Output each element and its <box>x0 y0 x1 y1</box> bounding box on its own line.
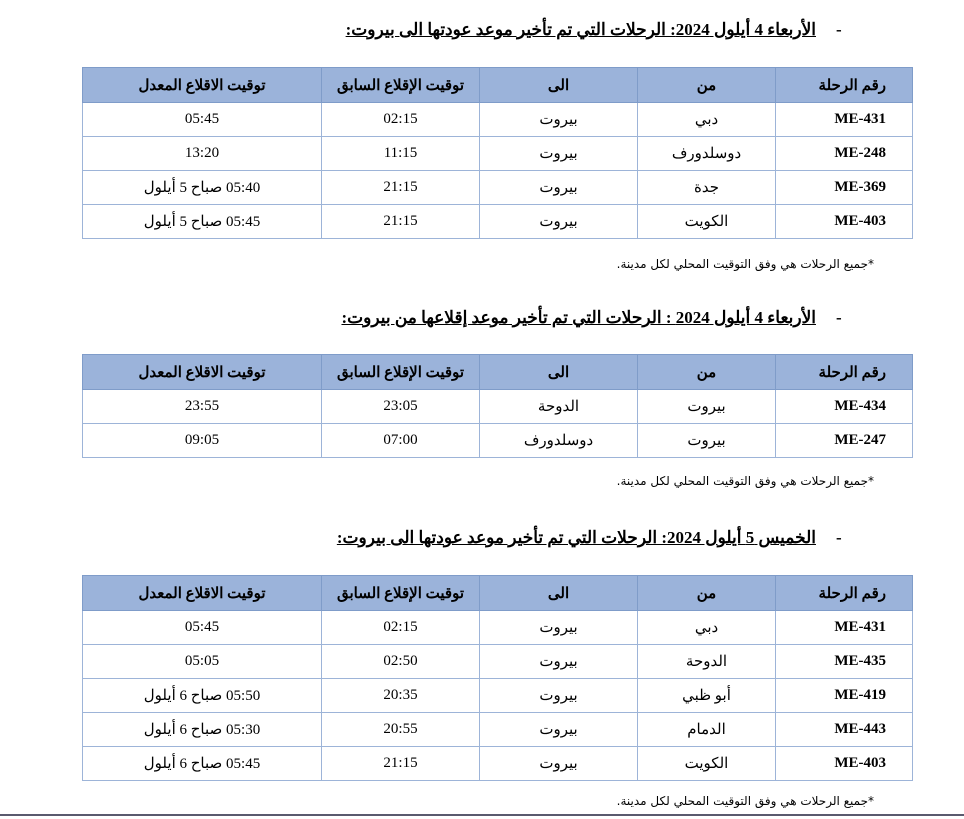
origin: الكويت <box>638 205 776 239</box>
origin: دوسلدورف <box>638 137 776 171</box>
previous-departure: 02:15 <box>322 103 480 137</box>
col-revised-departure: توقيت الاقلاع المعدل <box>83 576 322 611</box>
revised-departure: 05:05 <box>83 645 322 679</box>
table-row <box>83 713 913 747</box>
table-row <box>83 645 913 679</box>
table-header-row <box>83 355 913 390</box>
destination: بيروت <box>480 747 638 781</box>
table-row <box>83 747 913 781</box>
table-row <box>83 390 913 424</box>
previous-departure: 02:50 <box>322 645 480 679</box>
destination: بيروت <box>480 645 638 679</box>
flight-number: ME-435 <box>776 645 913 679</box>
section-1-heading: الأربعاء 4 أيلول 2024: الرحلات التي تم تأخير موعد عودتها الى بيروت: <box>345 20 816 39</box>
flight-number: ME-248 <box>776 137 913 171</box>
section-2-note: *جميع الرحلات هي وفق التوقيت المحلي لكل مدينة. <box>616 474 874 488</box>
table-header-row <box>83 576 913 611</box>
origin: بيروت <box>638 424 776 458</box>
flight-number: ME-403 <box>776 205 913 239</box>
revised-departure: 13:20 <box>83 137 322 171</box>
col-previous-departure: توقيت الإقلاع السابق <box>322 68 480 103</box>
previous-departure: 21:15 <box>322 171 480 205</box>
col-to: الى <box>480 576 638 611</box>
section-3-heading: الخميس 5 أيلول 2024: الرحلات التي تم تأخير موعد عودتها الى بيروت: <box>336 528 816 547</box>
table-header-row <box>83 68 913 103</box>
origin: دبي <box>638 103 776 137</box>
previous-departure: 21:15 <box>322 205 480 239</box>
origin: الدوحة <box>638 645 776 679</box>
revised-departure: 23:55 <box>83 390 322 424</box>
revised-departure: 09:05 <box>83 424 322 458</box>
flight-number: ME-419 <box>776 679 913 713</box>
table-row <box>83 103 913 137</box>
col-flight-number: رقم الرحلة <box>776 68 913 103</box>
col-revised-departure: توقيت الاقلاع المعدل <box>83 355 322 390</box>
col-from: من <box>638 355 776 390</box>
col-from: من <box>638 576 776 611</box>
table-row <box>83 171 913 205</box>
flight-number: ME-434 <box>776 390 913 424</box>
section-1-table <box>82 67 913 239</box>
previous-departure: 23:05 <box>322 390 480 424</box>
previous-departure: 02:15 <box>322 611 480 645</box>
revised-departure: 05:45 صباح 5 أيلول <box>83 205 322 239</box>
destination: بيروت <box>480 611 638 645</box>
destination: بيروت <box>480 171 638 205</box>
section-1-dash: - <box>836 20 842 39</box>
col-to: الى <box>480 355 638 390</box>
table-row <box>83 424 913 458</box>
destination: بيروت <box>480 713 638 747</box>
destination: بيروت <box>480 205 638 239</box>
revised-departure: 05:30 صباح 6 أيلول <box>83 713 322 747</box>
revised-departure: 05:50 صباح 6 أيلول <box>83 679 322 713</box>
previous-departure: 20:55 <box>322 713 480 747</box>
section-2-heading: الأربعاء 4 أيلول 2024 : الرحلات التي تم تأخير موعد إقلاعها من بيروت: <box>341 308 816 327</box>
destination: الدوحة <box>480 390 638 424</box>
previous-departure: 21:15 <box>322 747 480 781</box>
bottom-divider <box>0 814 964 816</box>
origin: الكويت <box>638 747 776 781</box>
destination: بيروت <box>480 679 638 713</box>
table-row <box>83 137 913 171</box>
previous-departure: 20:35 <box>322 679 480 713</box>
col-from: من <box>638 68 776 103</box>
origin: جدة <box>638 171 776 205</box>
section-3-note: *جميع الرحلات هي وفق التوقيت المحلي لكل مدينة. <box>616 794 874 808</box>
section-1-note: *جميع الرحلات هي وفق التوقيت المحلي لكل مدينة. <box>616 257 874 271</box>
col-flight-number: رقم الرحلة <box>776 355 913 390</box>
col-to: الى <box>480 68 638 103</box>
flight-number: ME-443 <box>776 713 913 747</box>
origin: بيروت <box>638 390 776 424</box>
section-2-dash: - <box>836 308 842 327</box>
col-previous-departure: توقيت الإقلاع السابق <box>322 355 480 390</box>
table-row <box>83 611 913 645</box>
table-row <box>83 205 913 239</box>
flight-number: ME-369 <box>776 171 913 205</box>
revised-departure: 05:45 <box>83 103 322 137</box>
table-row <box>83 679 913 713</box>
destination: بيروت <box>480 137 638 171</box>
flight-number: ME-247 <box>776 424 913 458</box>
previous-departure: 07:00 <box>322 424 480 458</box>
section-3-dash: - <box>836 528 842 547</box>
previous-departure: 11:15 <box>322 137 480 171</box>
revised-departure: 05:40 صباح 5 أيلول <box>83 171 322 205</box>
col-revised-departure: توقيت الاقلاع المعدل <box>83 68 322 103</box>
flight-number: ME-431 <box>776 103 913 137</box>
revised-departure: 05:45 صباح 6 أيلول <box>83 747 322 781</box>
origin: أبو ظبي <box>638 679 776 713</box>
origin: دبي <box>638 611 776 645</box>
col-flight-number: رقم الرحلة <box>776 576 913 611</box>
flight-number: ME-431 <box>776 611 913 645</box>
section-3-table <box>82 575 913 781</box>
origin: الدمام <box>638 713 776 747</box>
flight-number: ME-403 <box>776 747 913 781</box>
section-2-table <box>82 354 913 458</box>
col-previous-departure: توقيت الإقلاع السابق <box>322 576 480 611</box>
revised-departure: 05:45 <box>83 611 322 645</box>
destination: دوسلدورف <box>480 424 638 458</box>
destination: بيروت <box>480 103 638 137</box>
